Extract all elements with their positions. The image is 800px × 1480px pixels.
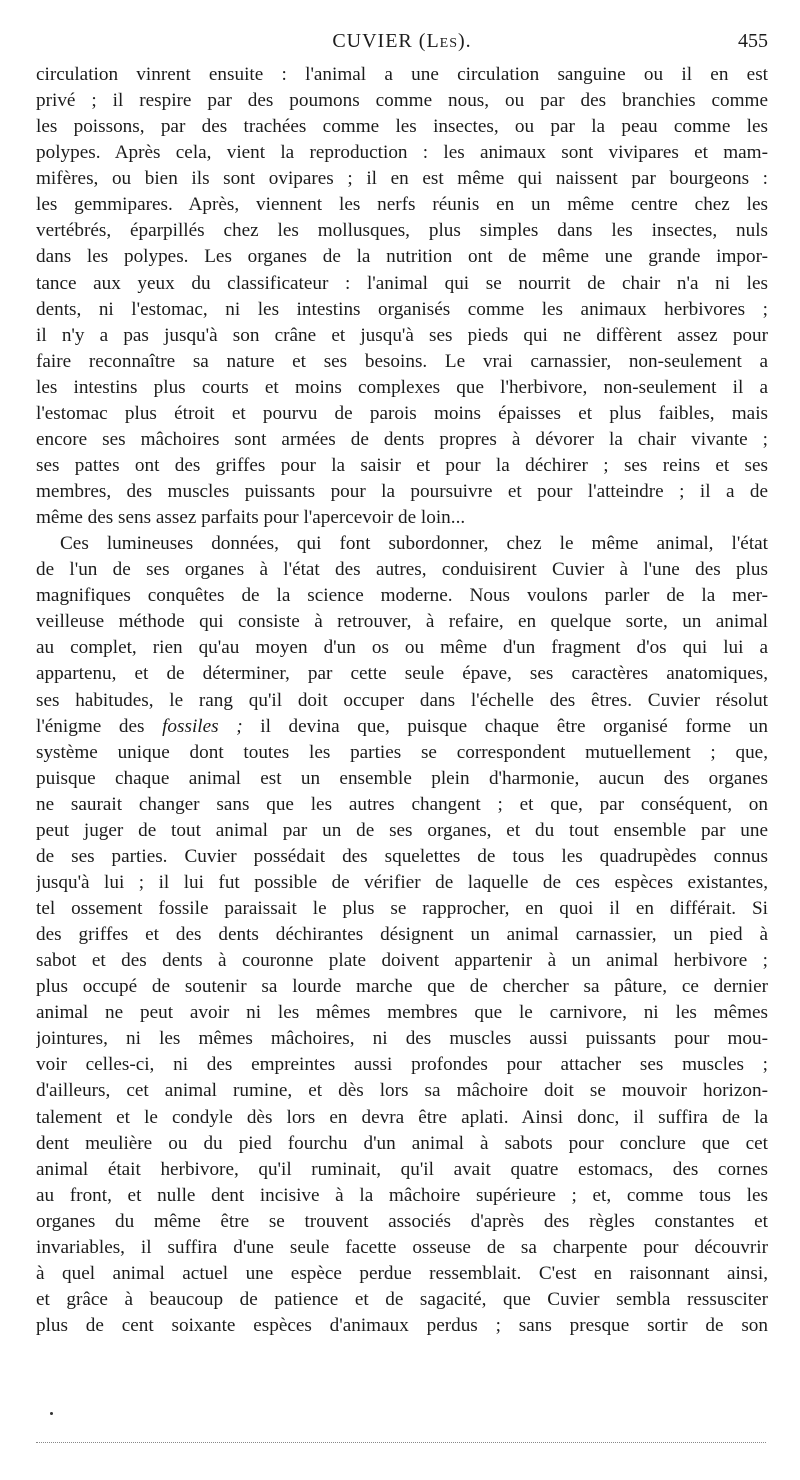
text-line: les poissons, par des trachées comme les insectes, ou par la peau comme les [36,116,768,138]
text-line: jointures, ni les mêmes mâchoires, ni des muscles aussi puissants pour mou- [36,1028,768,1050]
text-line: animal était herbivore, qu'il ruminait, qu'il avait quatre estomacs, des cornes [36,1158,768,1180]
text-line: à quel animal actuel une espèce perdue ressemblait. C'est en raisonnant ainsi, [36,1262,768,1284]
text-line: encore ses mâchoires sont armées de dents propres à dévorer la chair vivante ; [36,428,768,450]
text-line-paragraph-end: même des sens assez parfaits pour l'apercevoir de loin... [36,507,466,529]
running-title [36,30,768,53]
text-line: au front, et nulle dent incisive à la mâchoire supérieure ; et, comme tous les [36,1184,768,1206]
body-text [36,62,768,1339]
text-line: ses habitudes, le rang qu'il doit occuper dans l'échelle des êtres. Cuvier résolut [36,689,768,711]
text-line: dent meulière ou du pied fourchu d'un animal à sabots pour conclure que cet [36,1132,768,1154]
text-segment: il devina que, puisque chaque être organisé forme un [242,715,768,737]
text-line: l'estomac plus étroit et pourvu de parois moins épaisses et plus faibles, mais [36,402,768,424]
text-line: peut juger de tout animal par un de ses organes, et du tout ensemble par une [36,819,768,841]
text-line: les gemmipares. Après, viennent les nerfs réunis en un même centre chez les [36,194,768,216]
text-line: jusqu'à lui ; il lui fut possible de vérifier de laquelle de ces espèces existantes, [36,871,768,893]
text-segment: l'énigme des [36,715,163,737]
text-line: veilleuse méthode qui consiste à retrouver, à refaire, en quelque sorte, un animal [36,611,768,633]
italic-term-fossiles: fossiles ; [162,715,243,737]
text-line: ses pattes ont des griffes pour la saisir et pour la déchirer ; ses reins et ses [36,454,768,476]
text-line: sabot et des dents à couronne plate doivent appartenir à un animal herbivore ; [36,950,768,972]
print-speck [50,1412,53,1415]
text-line: invariables, il suffira d'une seule facette osseuse de sa charpente pour découvrir [36,1236,768,1258]
text-line: de ses parties. Cuvier possédait des squelettes de tous les quadrupèdes connus [36,845,768,867]
text-line-with-italic [36,714,768,740]
text-line: des griffes et des dents déchirantes désignent un animal carnassier, un pied à [36,924,768,946]
text-line: au complet, rien qu'au moyen d'un os ou même d'un fragment d'os qui lui a [36,637,768,659]
text-line: animal ne peut avoir ni les mêmes membres que le carnivore, ni les mêmes [36,1002,768,1024]
text-line: il n'y a pas jusqu'à son crâne et jusqu'à ses pieds qui ne diffèrent assez pour [36,324,768,346]
text-line: d'ailleurs, cet animal rumine, et dès lors sa mâchoire doit se mouvoir horizon- [36,1080,768,1102]
text-line: puisque chaque animal est un ensemble plein d'harmonie, aucun des organes [36,767,768,789]
text-line: voir celles-ci, ni des empreintes aussi profondes pour attacher ses muscles ; [36,1054,768,1076]
text-line: de l'un de ses organes à l'état des autres, conduisirent Cuvier à l'une des plus [36,559,768,581]
text-line: vertébrés, éparpillés chez les mollusques, plus simples dans les insectes, nuls [36,220,768,242]
text-line: faire reconnaître sa nature et ses besoins. Le vrai carnassier, non-seulement a [36,350,768,372]
text-line: organes du même être se trouvent associés d'après des règles constantes et [36,1210,768,1232]
text-line: privé ; il respire par des poumons comme nous, ou par des branchies comme [36,90,768,112]
text-line: talement et le condyle dès lors en devra être aplati. Ainsi donc, il suffira de la [36,1106,768,1128]
text-line: plus occupé de soutenir sa lourde marche que de chercher sa pâture, ce dernier [36,976,768,998]
bottom-dotted-rule [36,1442,766,1443]
text-line: plus de cent soixante espèces d'animaux perdus ; sans presque sortir de son [36,1315,768,1336]
text-line: ne saurait changer sans que les autres changent ; et que, par conséquent, on [36,793,768,815]
running-head [36,30,768,56]
page-number: 455 [738,30,768,52]
text-line: magnifiques conquêtes de la science moderne. Nous voulons parler de la mer- [36,585,768,607]
text-line: tel ossement fossile paraissait le plus se rapprocher, en quoi il en différait. Si [36,898,768,919]
running-title-smallcaps: Les [426,30,458,52]
text-line: dents, ni l'estomac, ni les intestins organisés comme les animaux herbivores ; [36,298,768,320]
text-line: les intestins plus courts et moins complexes que l'herbivore, non-seulement il a [36,376,768,398]
text-line: système unique dont toutes les parties se correspondent mutuellement ; que, [36,741,768,763]
text-line: circulation vinrent ensuite : l'animal a une circulation sanguine ou il en est [36,64,768,85]
text-line: mifères, ou bien ils sont ovipares ; il en est même qui naissent par bourgeons : [36,168,768,190]
text-line: polypes. Après cela, vient la reproduction : les animaux sont vivipares et mam- [36,142,768,164]
running-title-end: ). [458,30,472,52]
text-line: membres, des muscles puissants pour la poursuivre et pour l'atteindre ; il a de [36,481,768,502]
text-line: appartenu, et de déterminer, par cette seule épave, ses caractères anatomiques, [36,663,768,685]
text-line: dans les polypes. Les organes de la nutrition ont de même une grande impor- [36,246,768,268]
running-title-main: CUVIER ( [332,30,427,52]
text-line: et grâce à beaucoup de patience et de sagacité, que Cuvier sembla ressusciter [36,1288,768,1310]
text-line: tance aux yeux du classificateur : l'animal qui se nourrit de chair n'a ni les [36,272,768,294]
text-line-paragraph-start: Ces lumineuses données, qui font subordonner, chez le même animal, l'état [60,533,768,555]
